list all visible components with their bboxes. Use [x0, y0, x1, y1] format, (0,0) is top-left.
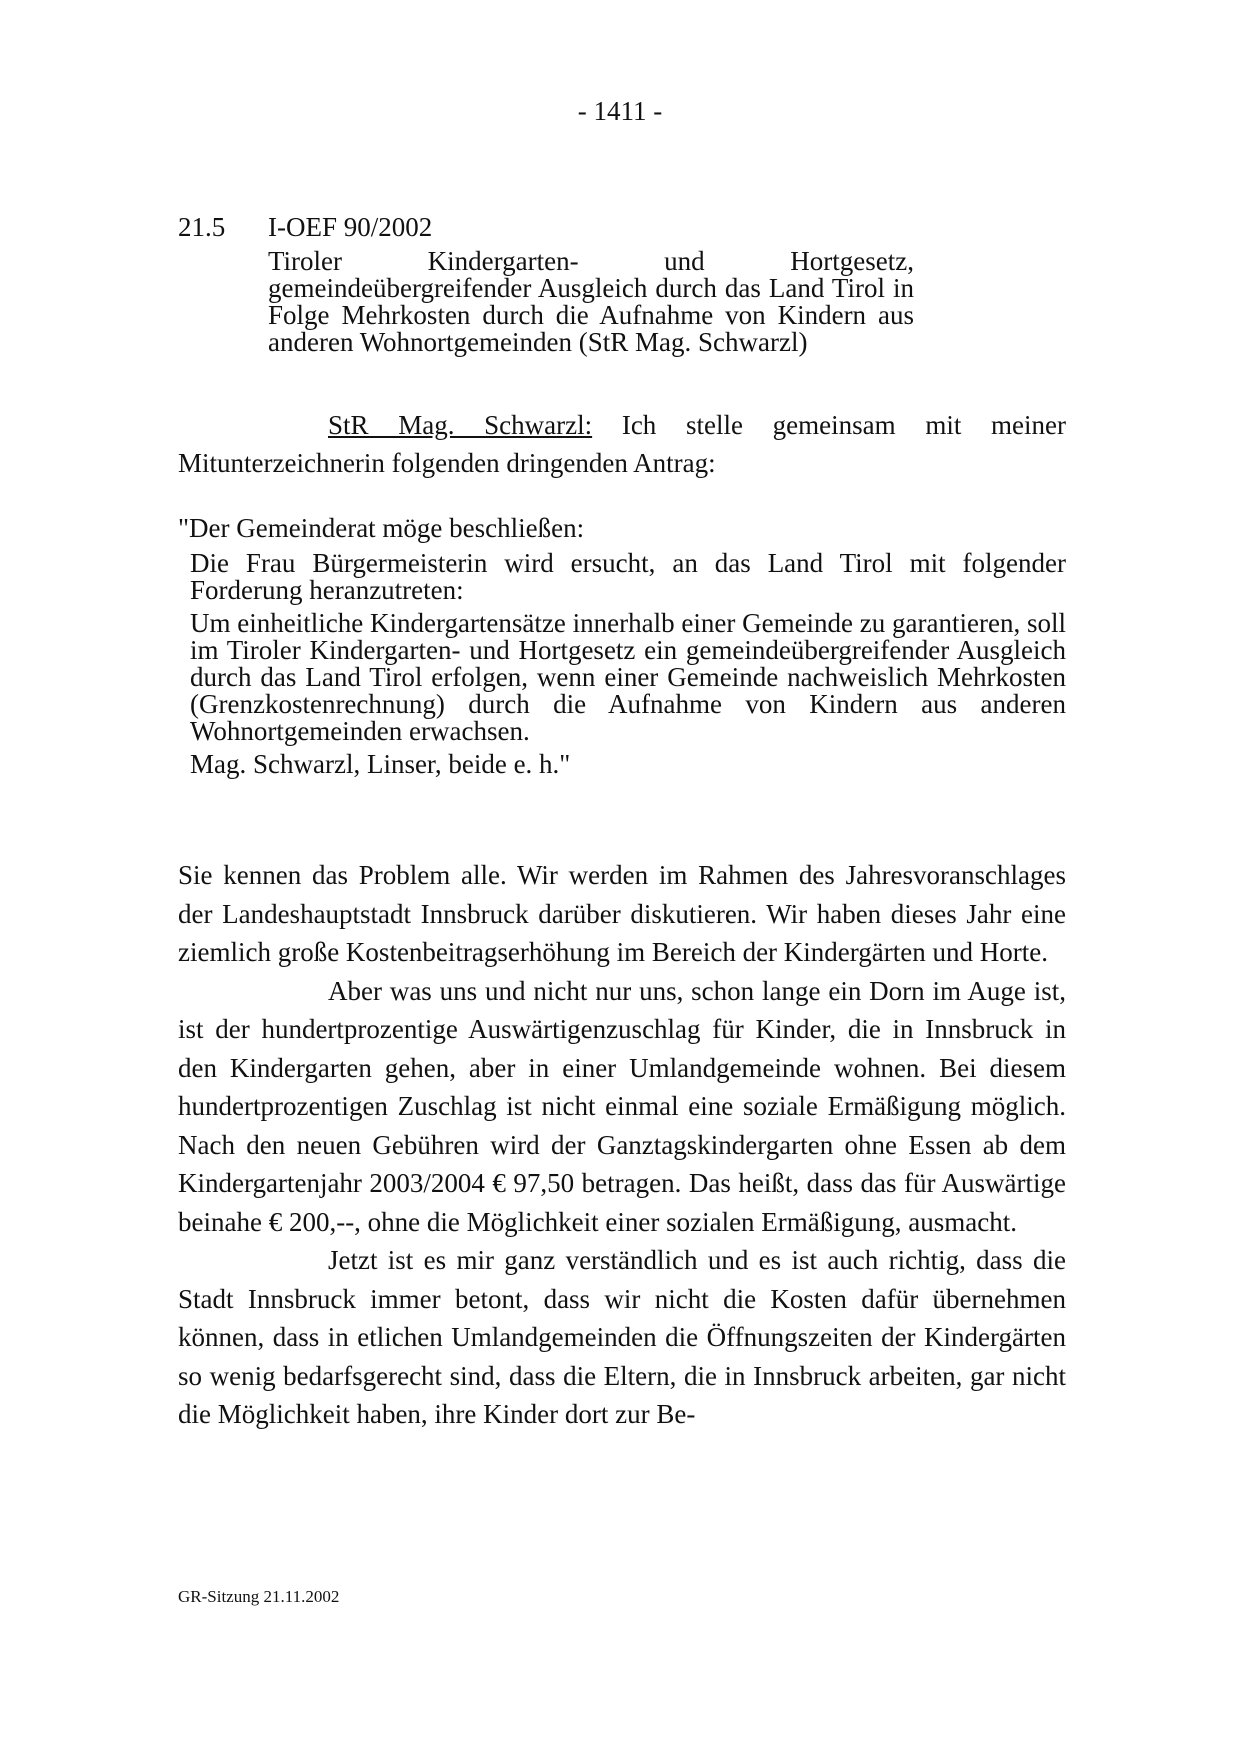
motion [178, 510, 1066, 784]
agenda-heading [178, 210, 1066, 244]
motion-signatories: Mag. Schwarzl, Linser, beide e. h." [190, 749, 571, 779]
agenda-number: 21.5 [178, 212, 226, 242]
agenda-item [178, 210, 1066, 356]
body-paragraph: Jetzt ist es mir ganz verständlich und es ist auch richtig, dass die Stadt Innsbruck immer betont, dass wir nicht die Kosten dafür übernehmen können, dass in etlichen Umlandgemeinden die Öffnungszeiten der Kindergärten so wenig bedarfsgerecht sind, dass die Eltern, die in Innsbruck arbeiten, gar nicht die Möglichkeit haben, ihre Kinder dort zur Be- [178, 1245, 1066, 1429]
footer-session-label: GR-Sitzung 21.11.2002 [178, 1587, 340, 1606]
intro-text: Ich stelle gemeinsam mit meiner Mitunterzeichnerin folgenden dringenden Antrag: [178, 410, 1066, 478]
motion-paragraph-request: Die Frau Bürgermeisterin wird ersucht, an das Land Tirol mit folgender Forderung heranzutreten: [190, 548, 1066, 605]
body-paragraph: Aber was uns und nicht nur uns, schon lange ein Dorn im Auge ist, ist der hundertprozentige Auswärtigenzuschlag für Kinder, die in Innsbruck in den Kindergarten gehen, aber in einer Umlandgemeinde wohnen. Bei diesem hundertprozentigen Zuschlag ist nicht einmal eine soziale Ermäßigung möglich. Nach den neuen Gebühren wird der Ganztagskindergarten ohne Essen ab dem Kindergartenjahr 2003/2004 € 97,50 betragen. Das heißt, dass das für Auswärtige beinahe € 200,--, ohne die Möglichkeit einer sozialen Ermäßigung, ausmacht. [178, 975, 1066, 1237]
motion-block [190, 550, 1066, 778]
agenda-reference: I-OEF 90/2002 [268, 212, 433, 242]
speech-body [178, 856, 1066, 1434]
body-paragraph: Sie kennen das Problem alle. Wir werden im Rahmen des Jahresvoranschlages der Landeshauptstadt Innsbruck darüber diskutieren. Wir haben dieses Jahr eine ziemlich große Kostenbeitragserhöhung im Bereich der Kindergärten und Horte. [178, 860, 1066, 967]
motion-lead: "Der Gemeinderat möge beschließen: [178, 513, 585, 543]
intro-paragraph [178, 406, 1066, 482]
motion-paragraph-demand: Um einheitliche Kindergartensätze innerhalb einer Gemeinde zu garantieren, soll im Tiroler Kindergarten- und Hortgesetz ein gemeindeübergreifender Ausgleich durch das Land Tirol erfolgen, wenn einer Gemeinde nachweislich Mehrkosten (Grenzkostenrechnung) durch die Aufnahme von Kindern aus anderen Wohnortgemeinden erwachsen. [190, 608, 1066, 746]
page-number: - 1411 - [577, 96, 663, 126]
speaker-name: StR Mag. Schwarzl: [328, 410, 593, 440]
agenda-subject: Tiroler Kindergarten- und Hortgesetz, gemeindeübergreifender Ausgleich durch das Land Tirol in Folge Mehrkosten durch die Aufnahme von Kindern aus anderen Wohnortgemeinden (StR Mag. Schwarzl) [268, 246, 914, 357]
intro-statement [178, 406, 1066, 482]
